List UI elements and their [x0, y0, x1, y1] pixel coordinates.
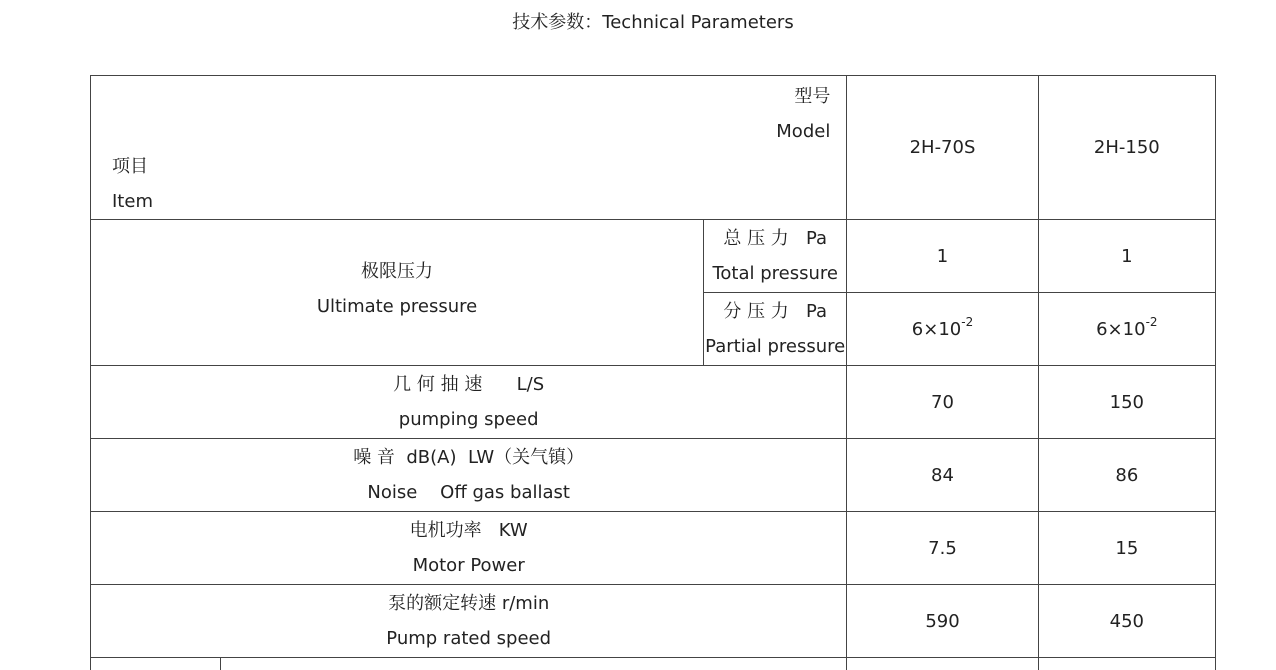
table-row-partial-next — [91, 658, 1216, 670]
noise-value-2h-150: 86 — [1038, 439, 1215, 512]
rated-speed-value-2h-70s: 590 — [847, 585, 1038, 658]
table-header-row — [91, 76, 1216, 220]
total-pressure-value-2h-70s: 1 — [847, 220, 1038, 293]
table-row-pumping-speed — [91, 366, 1216, 439]
partial-pressure-base: 6×10 — [1096, 319, 1145, 340]
pumping-speed-value-2h-150: 150 — [1038, 366, 1215, 439]
partial-pressure-exponent: -2 — [1146, 315, 1158, 329]
ultimate-pressure-label — [91, 220, 704, 366]
page-title: 技术参数：Technical Parameters — [0, 11, 1276, 35]
ultimate-pressure-en: Ultimate pressure — [91, 289, 703, 324]
total-pressure-en: Total pressure — [704, 256, 846, 291]
ultimate-pressure-cn: 极限压力 — [91, 254, 703, 289]
noise-label — [91, 439, 847, 512]
motor-power-value-2h-70s: 7.5 — [847, 512, 1038, 585]
pumping-speed-label — [91, 366, 847, 439]
item-label-cn: 项目 — [112, 149, 153, 184]
motor-power-en: Motor Power — [91, 548, 846, 583]
total-pressure-label — [704, 220, 847, 293]
table-row-rated-speed — [91, 585, 1216, 658]
motor-power-label — [91, 512, 847, 585]
partial-pressure-value-2h-70s — [847, 293, 1038, 366]
next-row-cell — [91, 658, 221, 670]
motor-power-value-2h-150: 15 — [1038, 512, 1215, 585]
model-name-2h-150: 2H-150 — [1038, 76, 1215, 220]
next-row-cell — [1038, 658, 1215, 670]
pumping-speed-value-2h-70s: 70 — [847, 366, 1038, 439]
model-name-2h-70s: 2H-70S — [847, 76, 1038, 220]
next-row-cell — [847, 658, 1038, 670]
partial-pressure-label — [704, 293, 847, 366]
rated-speed-en: Pump rated speed — [91, 621, 846, 656]
item-label-en: Item — [112, 184, 153, 219]
pumping-speed-cn: 几 何 抽 速 L/S — [91, 367, 846, 402]
model-header — [776, 79, 830, 149]
partial-pressure-cn: 分 压 力 Pa — [704, 294, 846, 329]
noise-en: Noise Off gas ballast — [91, 475, 846, 510]
partial-pressure-base: 6×10 — [912, 319, 961, 340]
model-label-cn: 型号 — [776, 79, 830, 114]
partial-pressure-value-2h-150 — [1038, 293, 1215, 366]
next-row-cell — [221, 658, 847, 670]
table-row-total-pressure — [91, 220, 1216, 293]
item-header — [112, 149, 153, 219]
motor-power-cn: 电机功率 KW — [91, 513, 846, 548]
noise-cn: 噪 音 dB(A) LW（关气镇） — [91, 440, 846, 475]
rated-speed-value-2h-150: 450 — [1038, 585, 1215, 658]
rated-speed-cn: 泵的额定转速 r/min — [91, 586, 846, 621]
rated-speed-label — [91, 585, 847, 658]
header-diagonal-cell — [91, 76, 847, 220]
noise-value-2h-70s: 84 — [847, 439, 1038, 512]
total-pressure-value-2h-150: 1 — [1038, 220, 1215, 293]
model-label-en: Model — [776, 114, 830, 149]
total-pressure-cn: 总 压 力 Pa — [704, 221, 846, 256]
table-row-noise — [91, 439, 1216, 512]
table-row-motor-power — [91, 512, 1216, 585]
pumping-speed-en: pumping speed — [91, 402, 846, 437]
partial-pressure-en: Partial pressure — [704, 329, 846, 364]
technical-parameters-table — [90, 75, 1216, 670]
partial-pressure-exponent: -2 — [961, 315, 973, 329]
